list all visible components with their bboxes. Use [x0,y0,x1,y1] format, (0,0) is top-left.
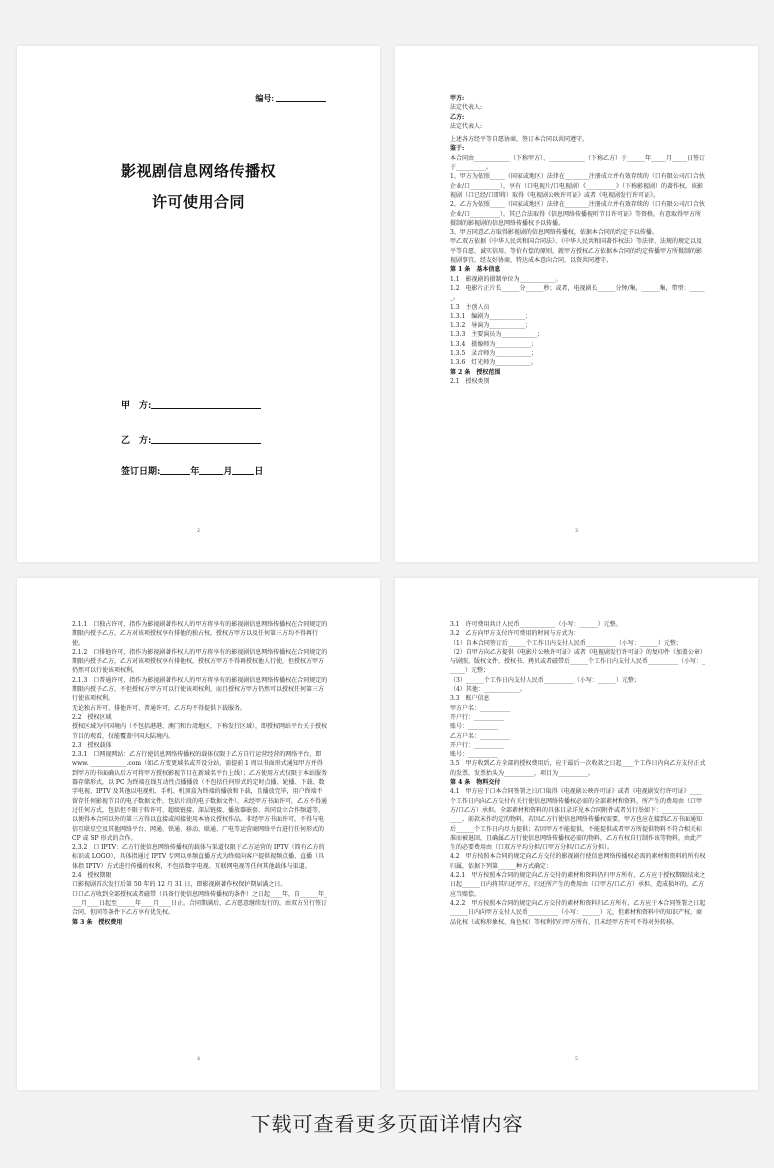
paragraph: 甲乙双方依据《中华人民共和国合同法》、《中华人民共和国著作权法》等法律、法规的规定以及平等自愿、诚实信用、等价有偿的原则，就甲方授权乙方依据本合同的约定传播甲方所摄制的影视剧事宜，经友好协商，特达成本意向合同，以资共同遵守。 [450,238,703,265]
month-label: 月 [223,467,233,477]
paragraph: 1.2 电影片正片长______分______秒；或者，电视剧长______分钟/集，______集，带型：______。 [450,284,705,302]
party-a-line [121,398,261,411]
paragraph: 4.1 甲方应于口本合同签署之日/口取得《电视剧公映许可证》或者《电视剧发行许可证》____个工作日内向乙方交付有关行使信息网络传播权必需的全部素材和资料，所产生的费用由（口甲方/口乙方）承担。全部素材和资料的具体目录详见本合同附件或者另行举如下：__________________。前款未作约定的物料，若因乙方行使信息网络传播权需要，甲方也应在接到乙方书面通知后______个工作日内尽力提供；若因甲方不能提供，不能提供或者甲方所提供物料不符合相关标准而被退回，且确属乙方行使信息网络传播权必需的物料，乙方有权自行制作该等物料，由此产生的必要费用由（口双方平均分担/口甲方分担/口乙方分担）。 [450,788,705,852]
paragraph: 1.3.3 主要演员为____________； [450,331,544,339]
paragraph: 法定代表人: [450,122,483,130]
paragraph: 2.4 授权期限 [72,872,112,880]
section-heading: 第 1 条 基本信息 [450,266,501,274]
page-body [450,94,706,386]
cover-title-line2: 许可使用合同 [151,193,245,211]
paragraph: 2.2 授权区域 [72,713,112,721]
paragraph: 3.1 许可费用共计人民币____________（小写：______）元整。 [450,621,622,628]
paragraph: 上述各方经平等自愿协商，签订本合同以共同遵守。 [450,136,589,144]
paragraph: 账号：__________ [450,723,499,731]
paragraph: 3.2 乙方向甲方支付许可费用的时间与方式为： [450,630,580,638]
paragraph: 开户行：__________ [450,713,505,721]
paragraph: （1）自本合同签订后______个工作日内支付人民币__________（小写：______）元整； [450,639,682,647]
paragraph: （4）其他：____________。 [450,686,526,694]
paragraph: 2.1.3 口普通许可，指作为影视剧著作权人的甲方将享有的影视剧信息网络传播权在合同规定的期限内授予乙方，不但授权方甲方可以行使该项权利，而且授权方甲方仍然可以授权任何第三方行使该项权利。 [72,676,328,703]
paragraph: 1.1 影视剧的摄制单位为____________。 [450,275,562,283]
contract-number-label: 编号: [255,94,274,103]
cover-title-line1: 影视剧信息网络传播权 [120,162,276,180]
paragraph: 无论独占许可、排他许可、普通许可，乙方均不得提供下载服务。 [72,704,247,712]
paragraph: 4.2.1 甲方按照本合同的规定向乙方交付的素材和资料仍归甲方所有，乙方应于授权期限结束之日起______日内将其归还甲方，归还所产生的费用由（口甲方/口乙方）承担，造成损坏的，乙方应当赔偿。 [450,872,706,898]
section-heading: 第 2 条 授权范围 [450,368,501,376]
contract-page-5 [395,578,758,1090]
page-body [450,620,706,927]
party-b-blank [151,434,261,444]
paragraph: 2.3.2 口 IPTV：乙方行使信息网络传播权的载体与渠道仅限于乙方运营的 IPTV（简有乙方的标识或 LOGO），具体指通过 IPTV 专网以单频直播方式为终端向客户提供视频点播、直播（具体指 IPTV）方式进行传播的权利，不包括数字电视、互联网电视等任何其他载体与渠道。 [72,844,325,870]
paragraph: 1.3 主创人员 [450,303,490,311]
paragraph: 3.3 账户信息 [450,695,490,703]
paragraph: 乙方户名：__________ [450,732,511,740]
contract-number [255,93,326,104]
contract-page-4 [17,578,380,1090]
paragraph: 1.3.6 灯光师为____________。 [450,359,538,367]
page-number: 2 [197,529,200,534]
paragraph: 2.3 授权载体 [72,741,112,749]
party-b-label: 乙 方: [121,436,152,446]
paragraph: 1.3.4 摄像师为____________； [450,340,538,348]
paragraph: 1.3.1 编剧为____________； [450,312,532,320]
contract-cover-page [17,46,380,562]
section-heading: 甲方: [450,95,465,102]
year-label: 年 [190,467,200,477]
month-blank [199,465,223,475]
paragraph: 甲方户名：__________ [450,704,511,712]
paragraph: 账号：__________ [450,751,499,759]
section-heading: 第 4 条 物料交付 [450,779,501,787]
party-b-line [121,433,261,446]
party-a-blank [151,399,261,409]
signing-date-label: 签订日期: [121,467,161,477]
day-label: 日 [254,467,264,477]
paragraph: 2.1.1 口独占许可，指作为影视剧著作权人的甲方将享有的影视剧信息网络传播权在合同规定的期限内授予乙方，乙方对该项授权享有排他的独占权，授权方甲方以及任何第三方均不得再行使。 [72,621,328,647]
paragraph: 口影视剧首次发行后第 50 年的 12 月 31 日，即影视剧著作权保护期届满之日。 [72,881,287,889]
paragraph: （3）______个工作日内支付人民币__________（小写：______）元整； [450,676,640,684]
paragraph: 2、乙方为依照_____（国家或地区）法律在________注册成立并有效存续的（口有限公司/口合伙企业/口__________），其已合法取得《信息网络传播视听节目许可证》等资格，有意取得甲方所摄制的影视剧的信息网络传播权予以传播。 [450,201,705,227]
paragraph: 1.3.2 导演为____________； [450,322,532,330]
paragraph: （2）自甲方向乙方提供《电影片公映许可证》或者《电视剧发行许可证》的复印件（加盖公章）与剧照、版权文件、授权书、拷贝或者磁带后______个工作日内支付人民币__________（小写：______）元整； [450,648,706,675]
signing-date-line [121,464,263,477]
download-caption[interactable]: 下载可查看更多页面详情内容 [250,1112,524,1136]
paragraph: 4.2 甲方按照本合同的规定向乙方交付的影视剧行使信息网络传播权必需的素材和资料的所有权归属，依据下列第______种方式确定： [450,853,706,870]
paragraph: 本合同由____________（下称甲方）、____________（下称乙方）于______年_____月_____日签订于__________。 [450,154,706,172]
paragraph: 1.3.5 录音师为____________； [450,350,538,358]
paragraph: 2.1 授权类别 [450,377,490,385]
page-number: 4 [197,1057,200,1062]
day-blank [232,465,254,475]
paragraph: 口口乙方收到全部授权或者磁带（具备行使信息网络传播权的条件）之日起____年，自______年____月____日起至______年____月____日止。合同期满后，乙方愿意继续发行的，由双方另行签订合同，但同等条件下乙方享有优先权。 [72,890,328,917]
contract-page-3 [395,46,758,562]
party-a-label: 甲 方: [121,401,152,411]
paragraph: 法定代表人: [450,104,483,112]
year-blank [160,465,190,475]
paragraph: 4.2.2 甲方按照本合同的规定向乙方交付的素材和资料归乙方所有，乙方应于本合同签署之日起______日内向甲方支付人民币__________（小写：______）元，但素材和资料中的知识产权、商品化权（或称形象权、角色权）等权利仍归甲方所有，且未经甲方许可不得对外转移。 [450,899,706,926]
paragraph: 开户行：__________ [450,741,505,749]
contract-number-blank [276,93,326,102]
page-number: 5 [575,1057,578,1062]
paragraph: 3、甲方同意乙方取得影视剧的信息网络传播权，依据本合同的约定予以传播。 [450,229,658,237]
section-heading: 鉴于: [450,145,465,153]
page-body [72,620,328,927]
paragraph: 3.5 甲方收到乙方全部的授权费用后，应于最后一次收款之日起____个工作日内向乙方支付正式的发票，发票抬头为__________，项目为__________。 [450,760,706,777]
paragraph: 1、甲方为依照_____（国家或地区）法律在________注册成立并有效存续的（口有限公司/口合伙企业/口__________），享有（口电视片/口电视剧）《__________》（下称影视剧）的著作权，该影视剧（口已经/口即将）取得《电视剧公映许可证》或者《电视剧发行许可证》。 [450,173,705,199]
paragraph: 授权区域为中国境内（不包括港港、澳门和台湾地区，下称发行区域），即授权网站平台关于授权节目的观看，仅能覆盖中国大陆境内。 [72,723,328,740]
page-number: 3 [575,529,578,534]
paragraph: 2.1.2 口排他许可，指作为影视剧著作权人的甲方将享有的影视剧信息网络传播权在合同规定的期限内授予乙方，乙方对该项授权享有排他权，授权方甲方不得再授权他人行使，但授权方甲方仍然可以行使该项权利。 [72,648,328,675]
paragraph: 2.3.1 口网视网站：乙方行使信息网络传播权的载体仅限于乙方自行运营经营的网络平台，即 www. ____________.com（如乙方变更域名或开设分站，需提前 1 周以书面形式通知甲方并得到甲方的书面确认后方可将甲方授权影视节目在新域名平台上线）；乙方使用方式仅限于本站服务器存储形式，以 PC 为终端在线互动性点播播放（不包括任何形式的定时点播、轮播、下载、数字电视、IPTV 及其他以电视机、手机、机顶盒为终端的播放和下载，且播放完毕，用户终端不留存任何影视节目的电子数据文件，包括片段的电子数据文件），未经甲方书面许可，乙方不得通过任何方式，包括但不限于转许可、超级链接、深层链接、播放器嵌套、共同设立合作频道等，以便得本合同以外的第三方得以直接或间接使用本协议授权作品。非经甲方书面许可，不得与电信互联星空及其他网络平台、网通、铁通、移动、联通、广电等运营商网络平台进行任何形式的 CP 或 SP 形式的合作。 [72,751,328,842]
section-heading: 第 3 条 授权费用 [72,918,123,926]
section-heading: 乙方: [450,113,465,121]
